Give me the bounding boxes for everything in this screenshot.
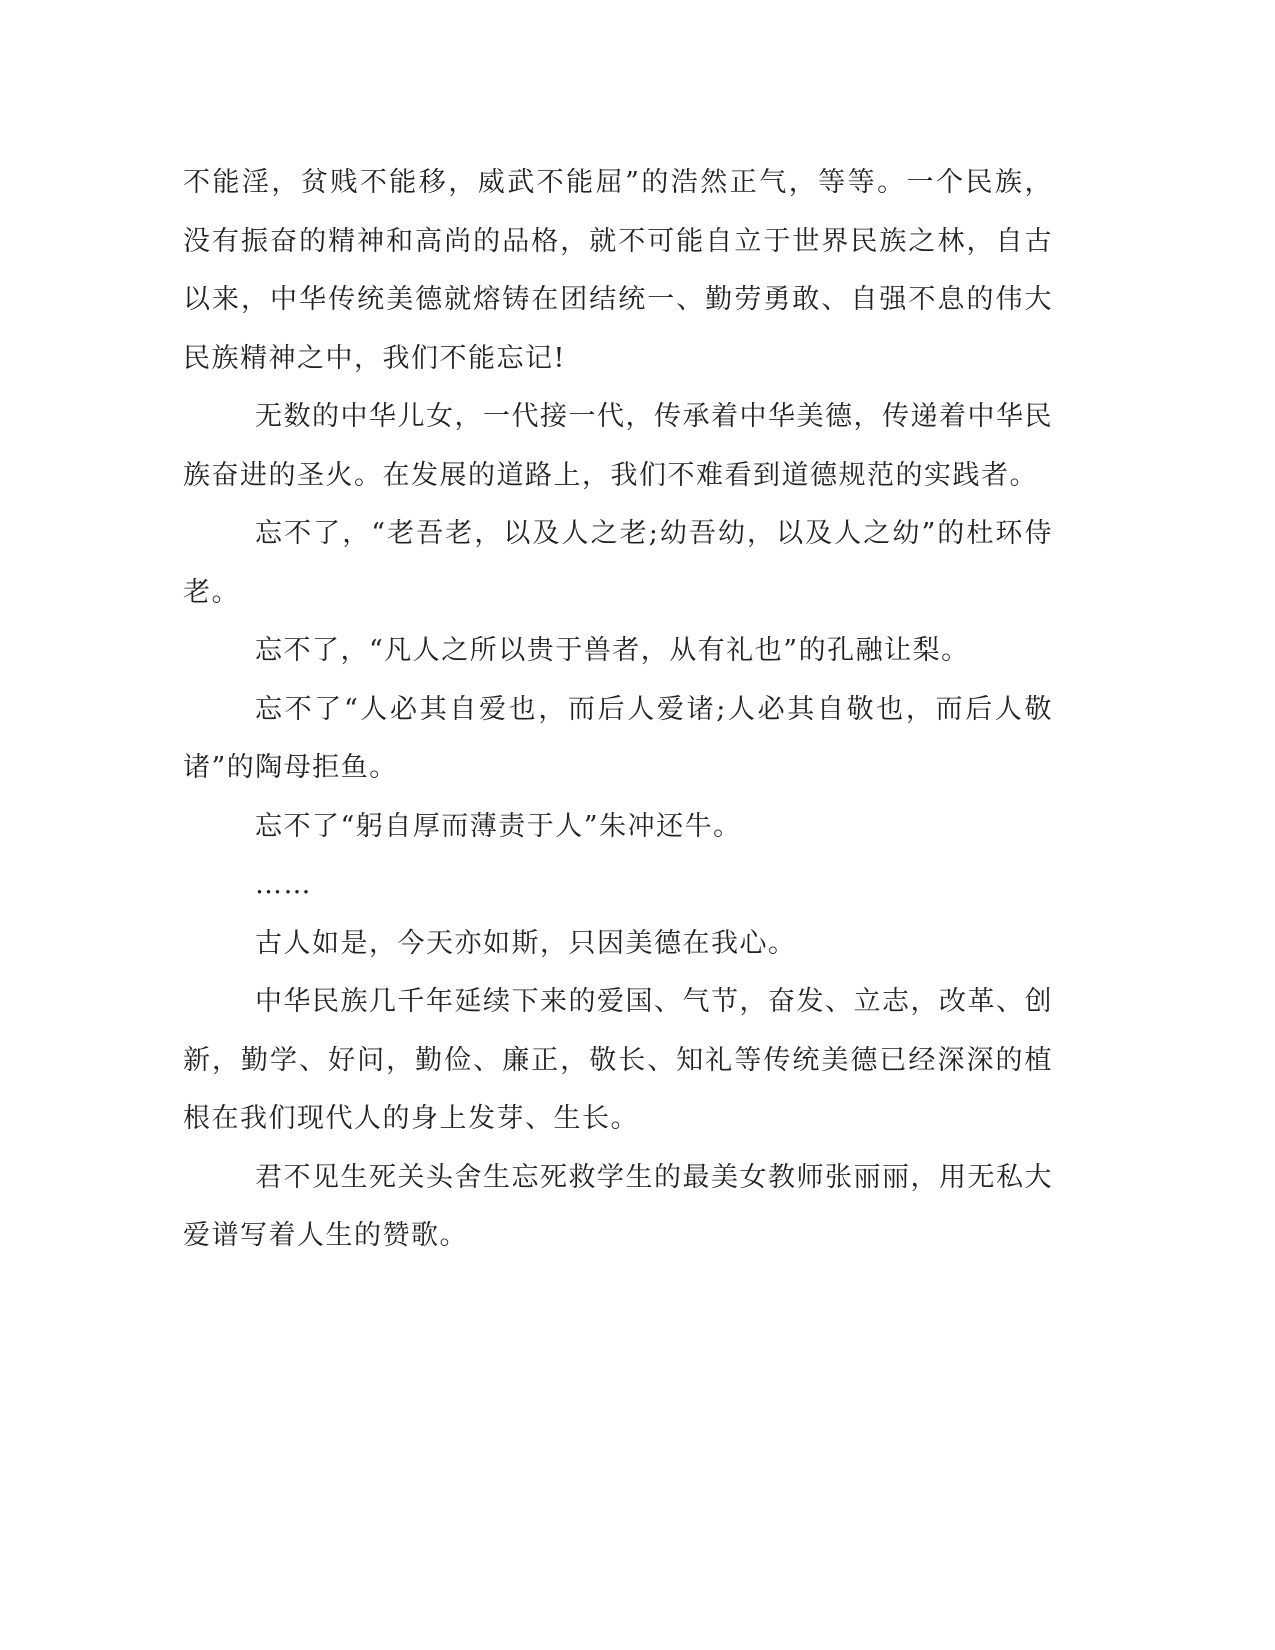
paragraph-chinese-children: 无数的中华儿女，一代接一代，传承着中华美德，传递着中华民族奋进的圣火。在发展的道路上，我们不难看到道德规范的实践者。 [183,401,1053,491]
paragraph-tao-mu: 忘不了“人必其自爱也，而后人爱诸;人必其自敬也，而后人敬诸”的陶母拒鱼。 [183,693,1053,783]
paragraph-ancients: 古人如是，今天亦如斯，只因美德在我心。 [255,927,797,959]
paragraph-continuation: 不能淫，贫贱不能移，威武不能屈”的浩然正气，等等。一个民族，没有振奋的精神和高尚的品格，就不可能自立于世界民族之林，自古以来，中华传统美德就熔铸在团结统一、勤劳勇敢、自强不息的伟大民族精神之中，我们不能忘记! [183,167,1053,374]
paragraph-virtues: 中华民族几千年延续下来的爱国、气节，奋发、立志，改革、创新，勤学、好问，勤俭、廉正，敬长、知礼等传统美德已经深深的植根在我们现代人的身上发芽、生长。 [183,986,1053,1134]
paragraph-ellipsis: …… [255,869,312,900]
paragraph-teacher: 君不见生死关头舍生忘死救学生的最美女教师张丽丽，用无私大爱谱写着人生的赞歌。 [183,1161,1053,1251]
paragraph-kong-rong: 忘不了，“凡人之所以贵于兽者，从有礼也”的孔融让梨。 [255,635,970,666]
paragraph-du-huan: 忘不了，“老吾老，以及人之老;幼吾幼，以及人之幼”的杜环侍老。 [183,518,1053,608]
paragraph-zhu-chong: 忘不了“躬自厚而薄责于人”朱冲还牛。 [255,810,742,842]
document-body [183,154,1053,1266]
